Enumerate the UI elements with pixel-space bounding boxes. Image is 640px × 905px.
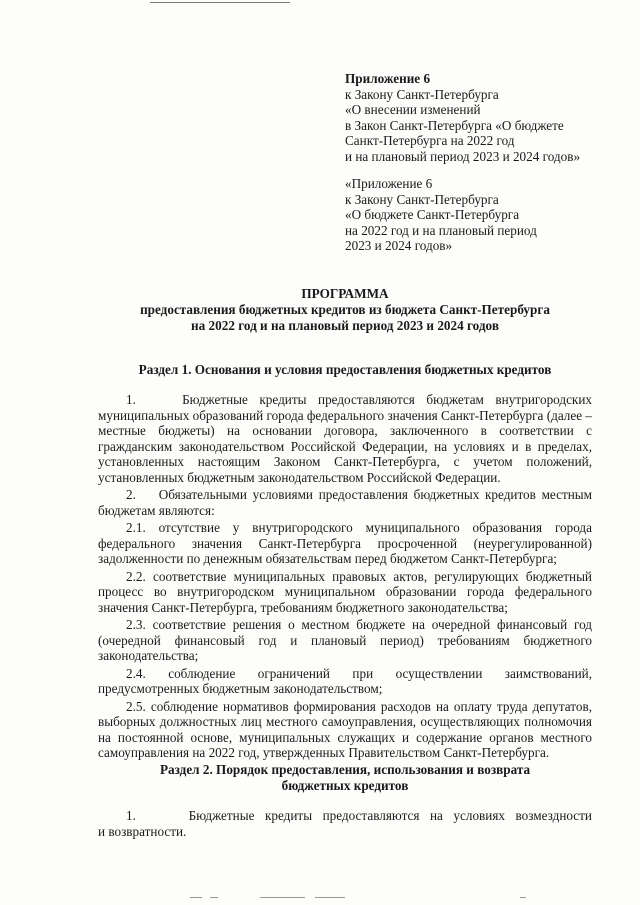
- top-rule: [150, 2, 290, 3]
- program-subtitle: на 2022 год и на плановый период 2023 и 2024 годов: [191, 318, 499, 333]
- appendix-old-line: «Приложение 6: [345, 176, 433, 191]
- section-2-paragraph-1-line: 1. Бюджетные кредиты предоставляются на условиях возмездности: [126, 808, 592, 823]
- program-subtitle: предоставления бюджетных кредитов из бюджета Санкт-Петербурга: [140, 302, 550, 317]
- appendix-old-line: «О бюджете Санкт-Петербурга: [345, 207, 520, 222]
- paragraph-2-3: 2.3. соответствие решения о местном бюджете на очередной финансовый год (очередной финансовый год и плановый период) требованиям бюджетного законодательства;: [98, 617, 592, 663]
- appendix-new-header: [345, 71, 625, 164]
- appendix-old-line: на 2022 год и на плановый период: [345, 222, 537, 238]
- section-1-heading: Раздел 1. Основания и условия предоставления бюджетных кредитов: [138, 362, 552, 377]
- program-title: ПРОГРАММА: [301, 286, 389, 301]
- appendix-new-line: Приложение 6: [345, 71, 431, 86]
- appendix-old-header: [345, 176, 625, 254]
- section-2-heading: бюджетных кредитов: [281, 778, 409, 793]
- appendix-new-line: к Закону Санкт-Петербурга: [345, 86, 499, 102]
- section-2-heading: Раздел 2. Порядок предоставления, использования и возврата: [159, 762, 531, 777]
- paragraph-2-2: 2.2. соответствие муниципальных правовых актов, регулирующих бюджетный процесс во внутригородском муниципальном образовании города федерального значения Санкт-Петербурга, требованиям бюджетного законодательства;: [98, 568, 592, 615]
- section-1-body: [98, 392, 592, 763]
- paragraph-1: 1. Бюджетные кредиты предоставляются бюджетам внутригородских муниципальных образований города федерального значения Санкт-Петербурга (далее – местные бюджеты) на основании договора, заключенного в соответствии с гражданским законодательством Российской Федерации, на условиях и в пределах, установленных настоящим Законом Санкт-Петербурга, с учетом положений, установленных бюджетным законодательством Российской Федерации.: [98, 392, 592, 485]
- appendix-new-line: в Закон Санкт-Петербурга «О бюджете: [345, 117, 564, 133]
- appendix-old-line: к Закону Санкт-Петербурга: [345, 191, 499, 207]
- paragraph-2-1: 2.1. отсутствие у внутригородского муниципального образования города федерального значения Санкт-Петербурга просроченной (неурегулированной) задолженности по денежным обязательствам перед бюджетом Санкт-Петербурга;: [98, 520, 592, 566]
- appendix-new-line: «О внесении изменений: [345, 102, 481, 117]
- paragraph-2: 2. Обязательными условиями предоставления бюджетных кредитов местным бюджетам являются:: [98, 487, 592, 518]
- appendix-new-line: Санкт-Петербурга на 2022 год: [345, 133, 515, 148]
- paragraph-2-4: 2.4. соблюдение ограничений при осуществлении заимствований, предусмотренных бюджетным законодательством;: [98, 665, 592, 696]
- appendix-new-line: и на плановый период 2023 и 2024 годов»: [345, 148, 581, 164]
- paragraph-2-5: 2.5. соблюдение нормативов формирования расходов на оплату труда депутатов, выборных должностных лиц местного самоуправления, осуществляющих полномочия на постоянной основе, муниципальных служащих и содержание органов местного самоуправления на 2022 год, утвержденных Правительством Санкт-Петербурга.: [98, 698, 592, 760]
- section-2-body: [98, 808, 592, 839]
- section-2-paragraph-1-line: и возвратности.: [98, 823, 187, 839]
- footer-scan-marks: [190, 894, 570, 900]
- appendix-old-line: 2023 и 2024 годов»: [345, 238, 453, 253]
